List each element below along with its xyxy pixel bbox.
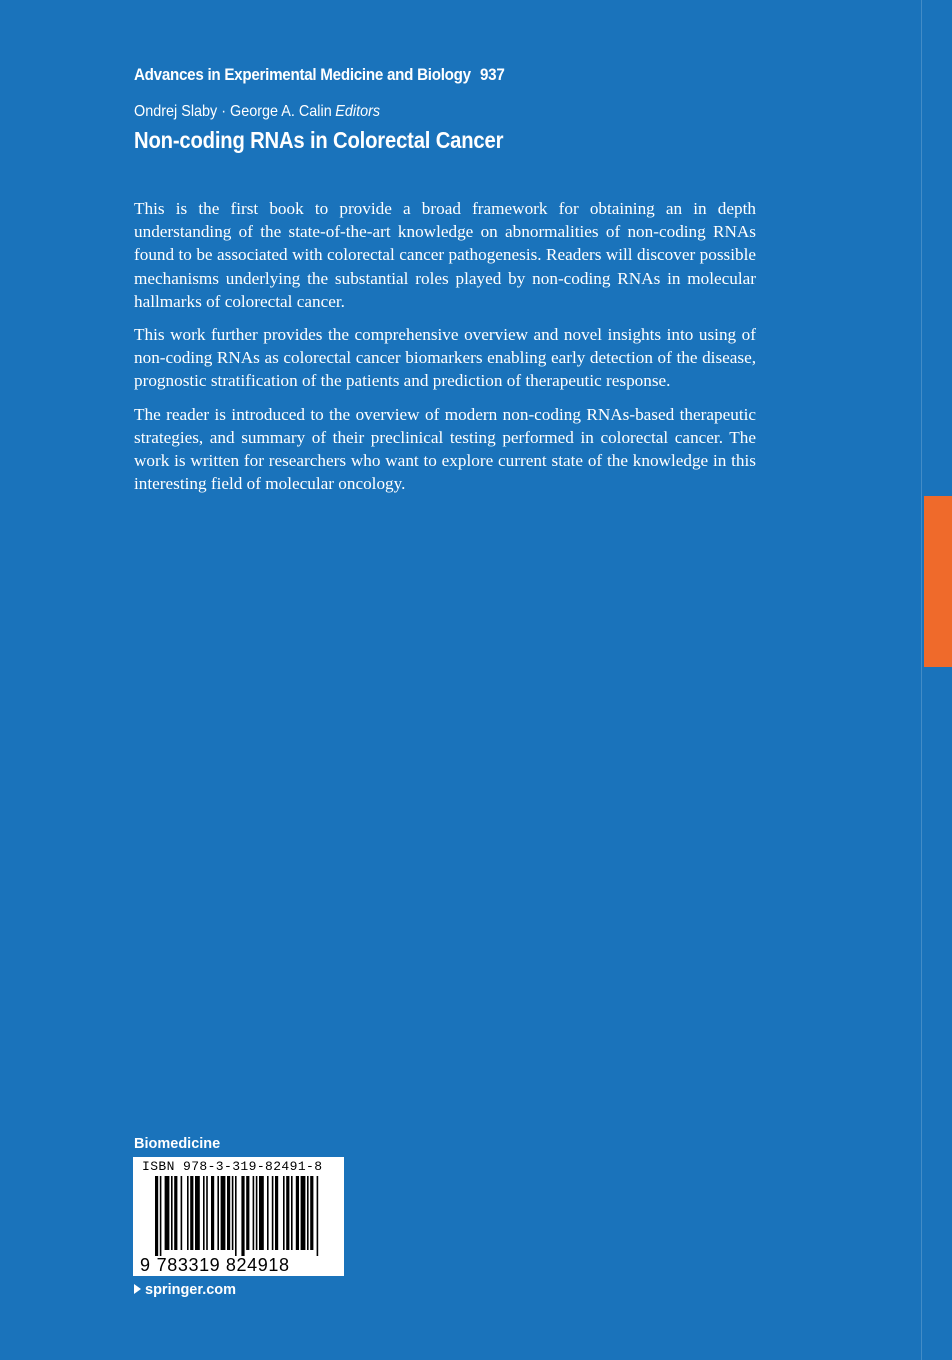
blurb-paragraph: The reader is introduced to the overview of modern non-coding RNAs-based therapeutic strategies, and summary of their preclinical testing performed in colorectal cancer. The work is written for researchers who want to explore current state of the knowledge in this interesting field of molecular oncology. — [134, 404, 756, 494]
ean-right-group: 824918 — [225, 1255, 290, 1275]
blurb-paragraph: This is the first book to provide a broad framework for obtaining an in depth understanding of the state-of-the-art knowledge on abnormalities of non-coding RNAs found to be associated with colorectal cancer pathogenesis. Readers will discover possible mechanisms underlying the substantial roles played by non-coding RNAs in molecular hallmarks of colorectal cancer. — [134, 199, 756, 311]
book-title: Non-coding RNAs in Colorectal Cancer — [134, 127, 504, 153]
isbn-barcode — [133, 1157, 344, 1276]
blurb — [134, 197, 756, 505]
website-link[interactable] — [134, 1282, 236, 1298]
editors-line — [134, 103, 380, 121]
editors-role: Editors — [335, 103, 381, 120]
ean-digits — [140, 1255, 290, 1276]
arrow-right-icon — [134, 1284, 141, 1294]
spine-divider — [921, 0, 922, 1360]
series-name: Advances in Experimental Medicine and Biology — [134, 66, 471, 84]
series-line — [134, 66, 505, 85]
series-volume: 937 — [480, 66, 505, 84]
isbn-label: ISBN 978-3-319-82491-8 — [142, 1159, 323, 1174]
editor-names: Ondrej Slaby · George A. Calin — [134, 103, 332, 120]
blurb-paragraph: This work further provides the comprehensive overview and novel insights into using of non-coding RNAs as colorectal cancer biomarkers enabling early detection of the disease, prognostic stratification of the patients and prediction of therapeutic response. — [134, 325, 756, 391]
barcode-bars-icon — [133, 1176, 344, 1258]
ean-first-digit: 9 — [140, 1255, 151, 1275]
website-label: springer.com — [145, 1282, 237, 1298]
subject-category: Biomedicine — [134, 1136, 221, 1152]
color-tab — [924, 496, 952, 667]
ean-left-group: 783319 — [156, 1255, 221, 1275]
